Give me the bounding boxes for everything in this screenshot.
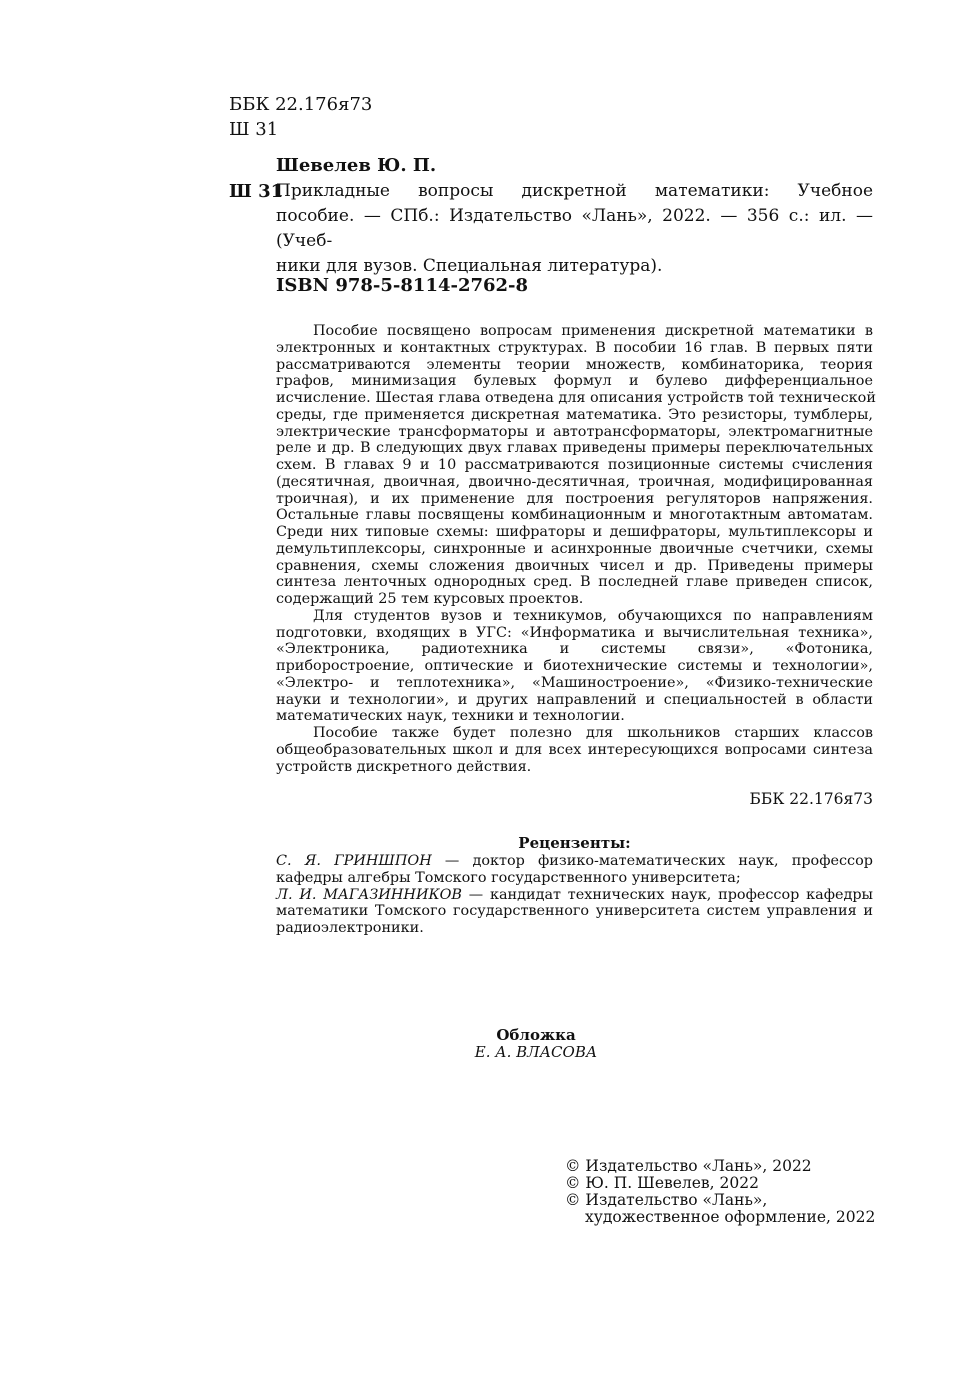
reviewer-2-line: [276, 887, 873, 904]
reviewer-1-affiliation: кафедры алгебры Томского государственного университета;: [276, 869, 741, 886]
bbk-code: ББК 22.176я73: [229, 94, 373, 115]
abstract-line: науки и технологии», и других направлений и специальностей в области: [276, 691, 873, 708]
abstract-line: Остальные главы посвящены комбинационным и многотактным автоматам.: [276, 507, 873, 524]
abstract-line: среды, где применяется дискретная математика. Это резисторы, тумблеры,: [276, 406, 873, 423]
abstract-line: электронных и контактных структурах. В пособии 16 глав. В первых пяти: [276, 339, 873, 356]
abstract-line: содержащий 25 тем курсовых проектов.: [276, 591, 584, 607]
abstract-line: приборостроение, оптические и биотехнические системы и технологии»,: [276, 658, 873, 674]
cover-credit: [276, 1027, 796, 1061]
abstract-line: Среди них типовые схемы: шифраторы и дешифраторы, мультиплексоры и: [276, 524, 873, 540]
reviewer-1-title: — доктор физико-математических наук, профессор: [431, 853, 873, 869]
abstract: [276, 323, 876, 775]
bibliographic-description: [276, 179, 873, 279]
author-code: Ш 31: [229, 181, 284, 202]
abstract-line: схем. В главах 9 и 10 рассматриваются позиционные системы счисления: [276, 457, 873, 473]
abstract-line: электрические трансформаторы и автотрансформаторы, электромагнитные: [276, 423, 873, 440]
abstract-line: исчисление. Шестая глава отведена для описания устройств той технической: [276, 390, 876, 406]
reviewers-title: Рецензенты:: [518, 834, 631, 852]
biblio-line: пособие. — СПб.: Издательство «Лань», 2022. — 356 с.: ил. — (Учеб-: [276, 206, 873, 251]
author-name: Шевелев Ю. П.: [276, 155, 437, 176]
abstract-line: «Электроника, радиотехника и системы связи», «Фотоника,: [276, 641, 873, 658]
biblio-line: ники для вузов. Специальная литература).: [276, 256, 663, 276]
abstract-line: Пособие посвящено вопросам применения дискретной математики в: [313, 323, 873, 339]
reviewer-1-line: [276, 853, 873, 870]
abstract-line: «Электро- и теплотехника», «Машиностроение», «Физико-технические: [276, 674, 873, 691]
abstract-line: рассматриваются элементы теории множеств, комбинаторика, теория: [276, 356, 873, 373]
abstract-line: математических наук, техники и технологии.: [276, 708, 625, 725]
abstract-line: подготовки, входящих в УГС: «Информатика и вычислительная техника»,: [276, 624, 873, 641]
abstract-line: троичная), и их применение для построения регуляторов напряжения.: [276, 490, 873, 507]
reviewers-list: [276, 853, 873, 937]
copyright-block: [565, 1158, 875, 1226]
copyright-line: © Издательство «Лань»,: [565, 1191, 768, 1209]
abstract-line: устройств дискретного действия.: [276, 758, 532, 775]
cover-designer: Е. А. ВЛАСОВА: [474, 1043, 598, 1061]
abstract-line: графов, минимизация булевых формул и булево дифференциальное: [276, 373, 873, 390]
abstract-line: демультиплексоры, синхронные и асинхронные двоичные счетчики, схемы: [276, 540, 873, 557]
copyright-line: © Ю. П. Шевелев, 2022: [565, 1174, 759, 1192]
abstract-line: сравнения, схемы сложения двоичных чисел и др. Приведены примеры: [276, 557, 873, 574]
copyright-line: художественное оформление, 2022: [585, 1208, 876, 1226]
reviewer-2-title: — кандидат технических наук, профессор кафедры: [462, 886, 873, 903]
bbk-classification-top: [229, 92, 372, 142]
abstract-line: (десятичная, двоичная, двоично-десятичная, троичная, модифицированная: [276, 473, 873, 490]
copyright-line: © Издательство «Лань», 2022: [565, 1157, 812, 1175]
isbn: ISBN 978-5-8114-2762-8: [276, 275, 529, 296]
biblio-line: Прикладные вопросы дискретной математики: Учебное: [276, 181, 873, 201]
cover-label: Обложка: [496, 1026, 576, 1044]
bbk-classification-bottom: ББК 22.176я73: [749, 790, 873, 808]
abstract-line: Пособие также будет полезно для школьников старших классов: [313, 725, 873, 741]
author-mark: Ш 31: [229, 119, 279, 140]
reviewer-1-name: С. Я. ГРИНШПОН: [276, 853, 432, 869]
abstract-line: синтеза ленточных однородных сред. В последней главе приведен список,: [276, 574, 873, 591]
reviewer-2-name: Л. И. МАГАЗИННИКОВ: [276, 886, 463, 903]
abstract-line: общеобразовательных школ и для всех интересующихся вопросами синтеза: [276, 741, 873, 758]
abstract-line: Для студентов вузов и техникумов, обучающихся по направлениям: [313, 607, 873, 624]
reviewer-2-affiliation: математики Томского государственного университета систем управления и: [276, 903, 873, 920]
reviewer-2-affiliation-end: радиоэлектроники.: [276, 920, 424, 936]
abstract-line: реле и др. В следующих двух главах приведены примеры переключательных: [276, 440, 873, 457]
